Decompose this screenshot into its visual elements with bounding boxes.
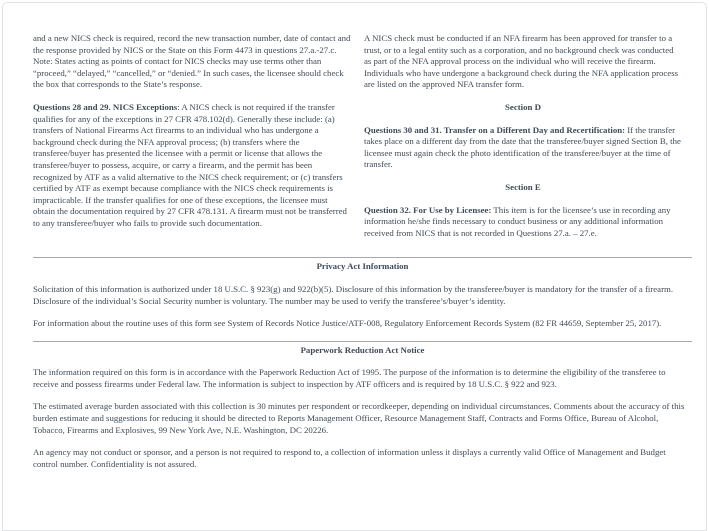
section-d-heading: Section D xyxy=(505,101,541,112)
form-4473-instructions-page xyxy=(2,2,707,531)
question-32-lead: Question 32. For Use by Licensee: xyxy=(364,204,492,215)
paperwork-reduction-heading: Paperwork Reduction Act Notice xyxy=(300,344,425,355)
right-column xyxy=(364,33,682,250)
questions-30-31-lead: Questions 30 and 31. Transfer on a Different Day and Recertification: xyxy=(364,124,626,135)
paperwork-paragraph-purpose: The information required on this form is in accordance with the Paperwork Reduction Act of 1995. The purpose of the information is to determine the eligibility of the transferee to receive and possess firearms under Federal law. The information is subject to inspection by ATF officers and is required by 18 U.S.C. § 922 and 923. xyxy=(33,367,666,389)
left-column xyxy=(33,33,351,250)
paragraph-nics-recheck: and a new NICS check is required, record the new transaction number, date of contact and the response provided by NICS or the State on this Form 4473 in questions 27.a.-27.c. Note: States acting as points of contact for NICS checks may use terms other than “proceed,” “delayed,” “cancelled,” or “denied.” In such cases, the licensee should check the box that corresponds to the State’s response. xyxy=(33,33,351,90)
paperwork-paragraph-omb: An agency may not conduct or sponsor, and a person is not required to respond to, a collection of information unless it displays a currently valid Office of Management and Budget control number. Confidentiality is not assured. xyxy=(33,447,666,469)
horizontal-rule xyxy=(33,257,692,258)
questions-28-29-body: : A NICS check is not required if the transfer qualifies for any of the exceptions in 27 CFR 478.102(d). Generally these include: (a) transfers of National Firearms Act firearms to an individual who has undergone a background check during the NFA approval process; (b) transfers where the transferee/buyer has presented the licensee with a permit or license that allows the transferee/buyer to possess, acquire, or carry a firearm, and the permit has been recognized by ATF as a valid alternative to the NICS check requirement; or (c) transfers certified by ATF as exempt because compliance with the NICS check requirements is impracticable. If the transfer qualifies for one of these exceptions, the licensee must obtain the documentation required by 27 CFR 478.131. A firearm must not be transferred to any transferee/buyer who fails to provide such documentation. xyxy=(33,101,347,228)
paragraph-nfa-nics-check: A NICS check must be conducted if an NFA firearm has been approved for transfer to a trust, or to a legal entity such as a corporation, and no background check was conducted as part of the NFA approval process on the individual who will receive the firearm. Individuals who have undergone a background check during the NFA application process are listed on the approved NFA transfer form. xyxy=(364,33,679,90)
questions-28-29-lead: Questions 28 and 29. NICS Exceptions xyxy=(33,101,178,112)
privacy-act-heading: Privacy Act Information xyxy=(316,261,409,272)
privacy-act-section xyxy=(3,257,706,329)
paragraph-question-32 xyxy=(364,205,682,240)
questions-30-31-body: If the transfer takes place on a different day from the date that the transferee/buyer signed Section B, the licensee must again check the photo identification of the transferee/buyer at the time of transfer. xyxy=(364,124,681,170)
paragraph-questions-30-31 xyxy=(364,125,682,171)
horizontal-rule xyxy=(33,341,692,342)
section-e-heading: Section E xyxy=(505,181,541,192)
paperwork-paragraph-burden: The estimated average burden associated with this collection is 30 minutes per respondent or recordkeeper, depending on individual circumstances. Comments about the accuracy of this burden estimate and suggestions for reducing it should be directed to Reports Management Officer, Resource Management Staff, Contracts and Forms Office, Bureau of Alcohol, Tobacco, Firearms and Explosives, 99 New York Ave, N.E. Washington, DC 20226. xyxy=(33,401,685,435)
two-column-instructions xyxy=(3,3,706,250)
paperwork-reduction-section xyxy=(3,341,706,471)
privacy-paragraph-routine-uses: For information about the routine uses of this form see System of Records Notice Justice/ATF-008, Regulatory Enforcement Records System (82 FR 44659, September 25, 2017). xyxy=(33,318,662,329)
privacy-paragraph-solicitation: Solicitation of this information is authorized under 18 U.S.C. § 923(g) and 922(b)(5). Disclosure of this information by the transferee/buyer is mandatory for the transfer of a firearm. Disclosure of the individual’s Social Security number is voluntary. The number may be used to verify the transferee’s/buyer’s identity. xyxy=(33,283,674,306)
paragraph-questions-28-29 xyxy=(33,102,351,230)
question-32-body: This item is for the licensee’s use in recording any information he/she finds necessary to conduct business or any additional information received from NICS that is not recorded in Questions 27.a. – 27.e. xyxy=(364,204,671,238)
